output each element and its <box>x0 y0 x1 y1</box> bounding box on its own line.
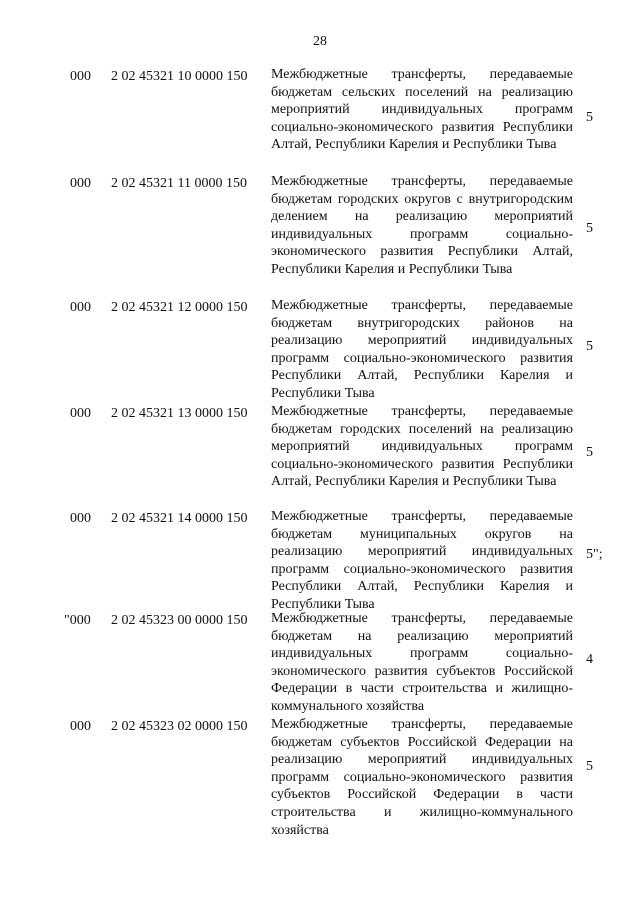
distribution-norm: 5 <box>586 110 593 125</box>
code-description: Межбюджетные трансферты, передаваемые бюджетам на реализацию мероприятий индивидуальных программ социально-экономического развития субъектов Российской Федерации в части строительства и жилищно-коммунального хозяйства <box>271 611 573 714</box>
code-description: Межбюджетные трансферты, передаваемые бюджетам субъектов Российской Федерации на реализацию мероприятий индивидуальных программ социально-экономического развития субъектов Российской Федерации в части строительства и жилищно-коммунального хозяйства <box>271 717 573 838</box>
budget-classification-code: 2 02 45321 14 0000 150 <box>111 511 248 526</box>
distribution-norm: 5"; <box>586 547 603 562</box>
distribution-norm: 5 <box>586 221 593 236</box>
table-row <box>64 610 610 716</box>
code-description: Межбюджетные трансферты, передаваемые бюджетам внутригородских районов на реализацию мероприятий индивидуальных программ социально-экономического развития Республики Алтай, Республики Карелия и Республики Тыва <box>271 298 573 401</box>
table-row <box>70 508 610 610</box>
distribution-norm: 4 <box>586 652 593 667</box>
admin-code: 000 <box>70 176 91 191</box>
table-row <box>70 66 610 173</box>
code-description: Межбюджетные трансферты, передаваемые бюджетам сельских поселений на реализацию мероприятий индивидуальных программ социально-экономического развития Республики Алтай, Республики Карелия и Республики Тыва <box>271 67 573 153</box>
budget-classification-code: 2 02 45321 13 0000 150 <box>111 406 248 421</box>
budget-classification-code: 2 02 45321 10 0000 150 <box>111 69 248 84</box>
page-number: 28 <box>313 34 327 49</box>
code-description: Межбюджетные трансферты, передаваемые бюджетам городских округов с внутригородским делением на реализацию мероприятий индивидуальных программ социально-экономического развития Республики Алтай, Республики Карелия и Республики Тыва <box>271 174 573 277</box>
code-description: Межбюджетные трансферты, передаваемые бюджетам муниципальных округов на реализацию мероприятий индивидуальных программ социально-экономического развития Республики Алтай, Республики Карелия и Республики Тыва <box>271 509 573 612</box>
budget-classification-code: 2 02 45321 11 0000 150 <box>111 176 247 191</box>
distribution-norm: 5 <box>586 339 593 354</box>
budget-code-table <box>64 66 610 840</box>
table-row <box>70 173 610 297</box>
budget-classification-code: 2 02 45321 12 0000 150 <box>111 300 248 315</box>
distribution-norm: 5 <box>586 445 593 460</box>
budget-classification-code: 2 02 45323 02 0000 150 <box>111 719 248 734</box>
admin-code: 000 <box>70 719 91 734</box>
admin-code: "000 <box>64 613 91 628</box>
table-row <box>70 716 610 840</box>
admin-code: 000 <box>70 406 91 421</box>
admin-code: 000 <box>70 300 91 315</box>
distribution-norm: 5 <box>586 759 593 774</box>
code-description: Межбюджетные трансферты, передаваемые бюджетам городских поселений на реализацию мероприятий индивидуальных программ социально-экономического развития Республики Алтай, Республики Карелия и Республики Тыва <box>271 404 573 490</box>
table-row <box>70 297 610 403</box>
admin-code: 000 <box>70 511 91 526</box>
budget-classification-code: 2 02 45323 00 0000 150 <box>111 613 248 628</box>
table-row <box>70 403 610 508</box>
admin-code: 000 <box>70 69 91 84</box>
